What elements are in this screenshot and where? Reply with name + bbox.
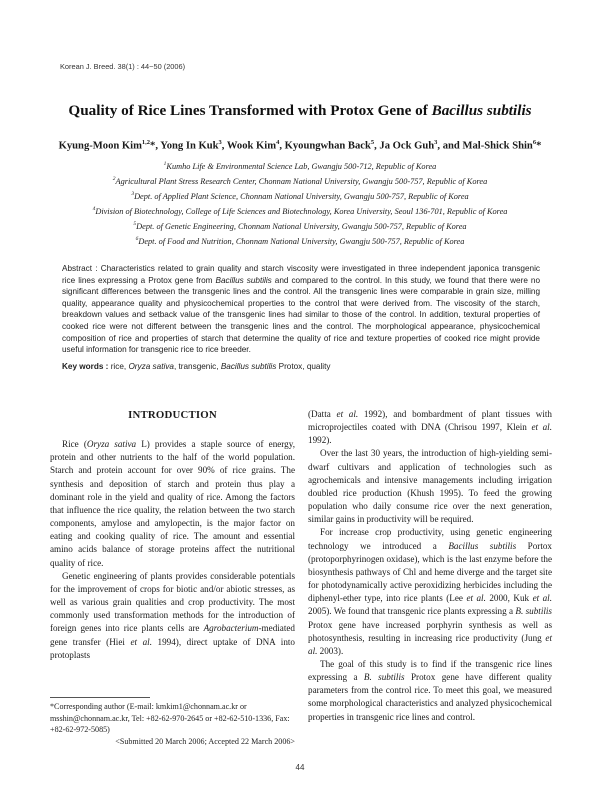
journal-reference: Korean J. Breed. 38(1) : 44~50 (2006) — [60, 62, 186, 71]
affiliation-number: 3 — [131, 190, 135, 197]
affiliation-text: Agricultural Plant Stress Research Center, Chonnam National University, Gwangju 500-757, Republic of Korea — [115, 176, 488, 186]
author-name: Ja Ock Guh — [379, 140, 435, 152]
section-heading-introduction: INTRODUCTION — [128, 409, 217, 421]
author-name: Yong In Kuk — [160, 140, 219, 152]
affiliation-number: 5 — [133, 220, 137, 227]
keyword-text: , transgenic, — [173, 362, 221, 371]
affiliation — [20, 188, 580, 203]
footnote-divider — [50, 697, 150, 698]
corresponding-author-note: *Corresponding author (E-mail: kmkim1@chonnam.ac.kr or msshin@chonnam.ac.kr, Tel: +82-62-970-2645 or +82-62-510-1336, Fax: +82-62-972-5085) — [50, 702, 290, 735]
title-organism: Bacillus subtilis — [431, 102, 532, 119]
author-separator: , — [221, 140, 227, 152]
affiliation-number: 2 — [112, 175, 116, 182]
title-text: Quality of Rice Lines Transformed with Protox Gene of — [68, 102, 432, 119]
affiliation-text: Dept. of Genetic Engineering, Chonnam National University, Gwangju 500-757, Republic of Korea — [136, 221, 467, 231]
author-separator: , — [155, 140, 161, 152]
abstract — [62, 263, 540, 356]
author-affiliation-mark: 3 — [218, 139, 222, 146]
affiliation — [20, 203, 580, 218]
intro-paragraph-2: Genetic engineering of plants provides considerable potentials for the improvement of crops for biotic and/or abiotic stresses, as well as various grain qualities and crop productivity. The most commonly used transformation methods for the introduction of foreign genes into rice plants cells are Agrobacterium-mediated gene transfer (Hiei et al. 1994), direct uptake of DNA into protoplasts — [50, 570, 295, 660]
footnote — [50, 701, 295, 747]
submission-dates: <Submitted 20 March 2006; Accepted 22 March 2006> — [115, 736, 295, 746]
affiliation-text: Kumho Life & Environmental Science Lab, Gwangju 500-712, Republic of Korea — [166, 161, 437, 171]
affiliation — [20, 158, 580, 173]
intro-paragraph-5: The goal of this study is to find if the transgenic rice lines expressing a B. subtilis Protox gene have different quality parameters from the control rice. To meet this goal, we measured some morphological characteristics and analyzed physicochemical properties in transgenic rice lines and control. — [308, 658, 552, 722]
author-separator: , and — [437, 140, 463, 152]
abstract-organism: Bacillus subtilis — [215, 275, 272, 285]
author-separator: , — [279, 140, 285, 152]
keyword-text: rice, — [110, 362, 129, 371]
affiliation-text: Dept. of Food and Nutrition, Chonnam National University, Gwangju 500-757, Republic of Korea — [138, 236, 465, 246]
page-number: 44 — [295, 763, 305, 772]
author-affiliation-mark: 1,2 — [141, 139, 151, 146]
keywords — [62, 362, 540, 371]
author-affiliation-mark: 6 — [532, 139, 537, 146]
keywords-label: Key words : — [62, 362, 111, 371]
affiliation-text: Dept. of Applied Plant Science, Chonnam National University, Gwangju 500-757, Republic of Korea — [134, 191, 469, 201]
intro-paragraph-1: Rice (Oryza sativa L) provides a staple source of energy, protein and other nutrients to the half of the world population. Starch and protein account for over 90% of rice grains. The synthesis and deposition of starch and protein thus play a dominant role in the yield and quality of rice. Among the factors that influence the rice quality, the relation between the two starch components, amylose and amylopectin, is the major factor on eating and cooking quality of rice. The amount and essential amino acids balance of storage proteins affect the nutritional quality of rice. — [50, 439, 295, 568]
affiliation-text: Division of Biotechnology, College of Life Sciences and Biotechnology, Korea University, Seoul 136-701, Republic of Korea — [95, 206, 508, 216]
author-list — [20, 139, 580, 152]
author-affiliation-mark: 4 — [276, 139, 280, 146]
corresponding-author-mark: * — [150, 140, 156, 152]
abstract-text-2: and compared to the control. In this study, we found that there were no significant differences between the transgenic lines and the control. All the transgenic lines were comparable in grain size, milling quality, appearance quality and physicochemical properties to the control that were derived from. The viscosity of the starch, breakdown values and setback value of the transgenic lines had similar to those of the control. In addition, textural properties of cooked rice were not different between the transgenic lines and the control. The morphological appearance, physicochemical composition of rice and properties of starch that determine the quality of rice and texture properties of cooked rice might provide useful information for transgenic rice to rice breeder. — [62, 275, 541, 355]
author-separator: , — [374, 140, 380, 152]
affiliation — [20, 173, 580, 188]
author-name: Kyung-Moon Kim — [58, 140, 142, 152]
intro-paragraph-3: Over the last 30 years, the introduction of high-yielding semi-dwarf cultivars and application of technologies such as agrochemicals and intensive managements including irrigation doubled rice production (Khush 1995). To feed the growing population who daily consume rice over the next generation, similar gains in productivity will be required. — [308, 448, 552, 525]
right-column — [308, 408, 552, 724]
affiliation-list — [20, 158, 580, 248]
left-column — [50, 409, 295, 662]
keyword-italic: Bacillus subtilis — [220, 362, 277, 371]
affiliation — [20, 218, 580, 233]
keyword-italic: Oryza sativa — [128, 362, 174, 371]
affiliation-number: 4 — [92, 205, 96, 212]
article-title — [0, 102, 600, 120]
abstract-label: Abstract : — [62, 264, 101, 273]
author-name: Mal-Shick Shin — [462, 140, 533, 152]
affiliation-number: 1 — [163, 161, 167, 167]
author-name: Wook Kim — [226, 140, 277, 152]
abstract-text-1: Characteristics related to grain quality and starch viscosity were investigated in three independent japonica transgenic rice lines expressing a Protox gene from — [62, 264, 540, 285]
author-name: Kyoungwhan Back — [284, 140, 371, 152]
keyword-text: Protox, quality — [276, 362, 331, 371]
corresponding-author-mark: * — [536, 140, 542, 152]
author-affiliation-mark: 3 — [434, 139, 438, 146]
intro-paragraph-4: For increase crop productivity, using genetic engineering technology we introduced a Bacillus subtilis Portox (protoporphyrinogen oxidase), which is the last enzyme before the biosynthesis pathways of Chl and heme diverge and the target site for photodynamically active peroxidizing herbicides including the diphenyl-ether type, into rice plants (Lee et al. 2000, Kuk et al. 2005). We found that transgenic rice plants expressing a B. subtilis Protox gene have increased porphyrin synthesis as well as photosynthesis, resulting in increasing rice productivity (Jung et al. 2003). — [308, 527, 553, 656]
intro-paragraph-continued: (Datta et al. 1992), and bombardment of plant tissues with microprojectiles coated with DNA (Chrisou 1997, Klein et al. 1992). — [308, 409, 552, 446]
affiliation-number: 6 — [135, 235, 139, 242]
affiliation — [20, 233, 580, 248]
author-affiliation-mark: 5 — [370, 139, 375, 146]
